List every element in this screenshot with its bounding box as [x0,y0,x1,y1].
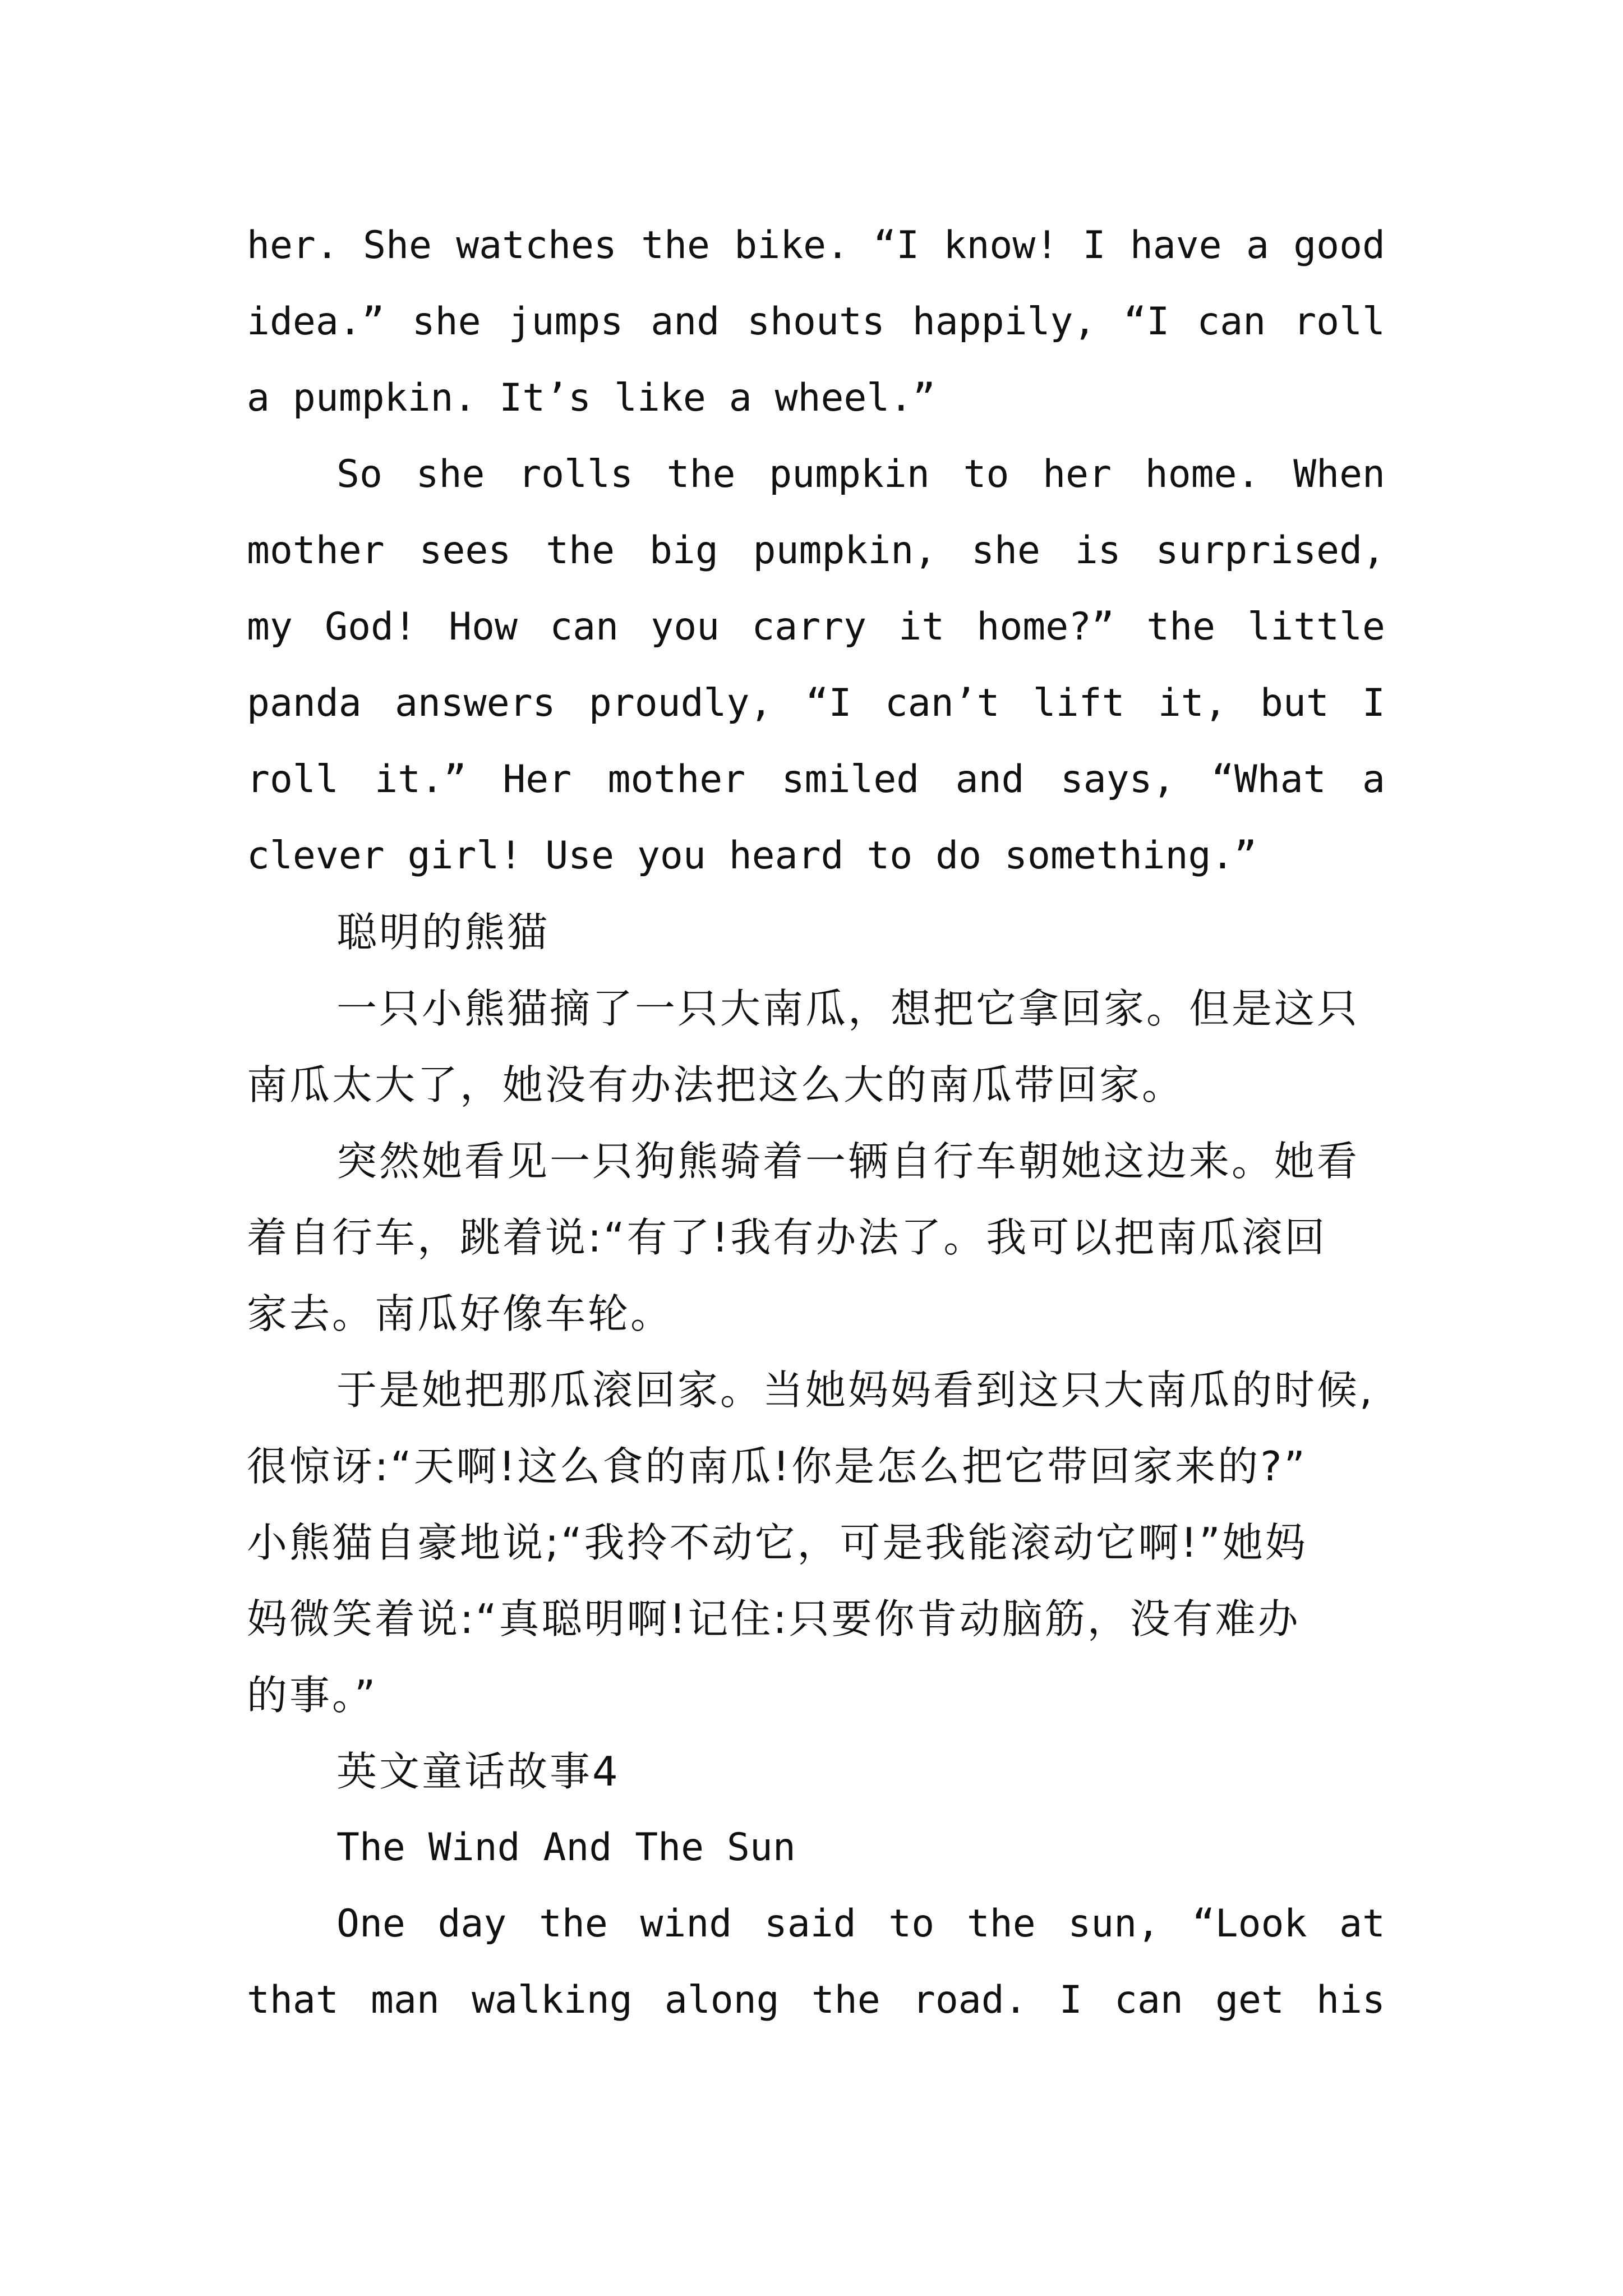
text-line: roll it.” Her mother smiled and says, “What a [247,757,1385,802]
text-line: my God! How can you carry it home?” the little [247,605,1385,649]
text-line: her. She watches the bike. “I know! I have a good [247,223,1385,268]
text-line: a pumpkin. It’s like a wheel.” [247,376,936,420]
text-line: that man walking along the road. I can get his [247,1978,1385,2022]
text-line: 着自行车，跳着说:“有了!我有办法了。我可以把南瓜滚回 [247,1214,1327,1261]
section-heading: 聪明的熊猫 [336,909,550,956]
text-line: 于是她把那瓜滚回家。当她妈妈看到这只大南瓜的时候, [336,1366,1375,1414]
text-line: panda answers proudly, “I can’t lift it, but I [247,681,1385,725]
text-line: 的事。” [247,1672,378,1719]
text-line: 家去。南瓜好像车轮。 [247,1290,674,1337]
text-line: 小熊猫自豪地说;“我拎不动它，可是我能滚动它啊!”她妈 [247,1519,1308,1566]
text-line: 突然她看见一只狗熊骑着一辆自行车朝她这边来。她看 [336,1138,1360,1185]
section-heading: 英文童话故事4 [336,1748,620,1795]
text-line: 妈微笑着说:“真聪明啊!记住:只要你肯动脑筋，没有难办 [247,1595,1301,1642]
text-line: One day the wind said to the sun, “Look at [336,1902,1385,1946]
text-line: clever girl! Use you heard to do something.” [247,834,1257,878]
text-line: 一只小熊猫摘了一只大南瓜，想把它拿回家。但是这只 [336,985,1360,1032]
text-line: mother sees the big pumpkin, she is surprised, [247,528,1385,573]
text-line: idea.” she jumps and shouts happily, “I can roll [247,300,1385,344]
story-title: The Wind And The Sun [336,1825,796,1870]
text-line: So she rolls the pumpkin to her home. When [336,452,1385,496]
text-line: 南瓜太大了，她没有办法把这么大的南瓜带回家。 [247,1061,1185,1108]
text-line: 很惊讶:“天啊!这么食的南瓜!你是怎么把它带回家来的?” [247,1443,1307,1490]
